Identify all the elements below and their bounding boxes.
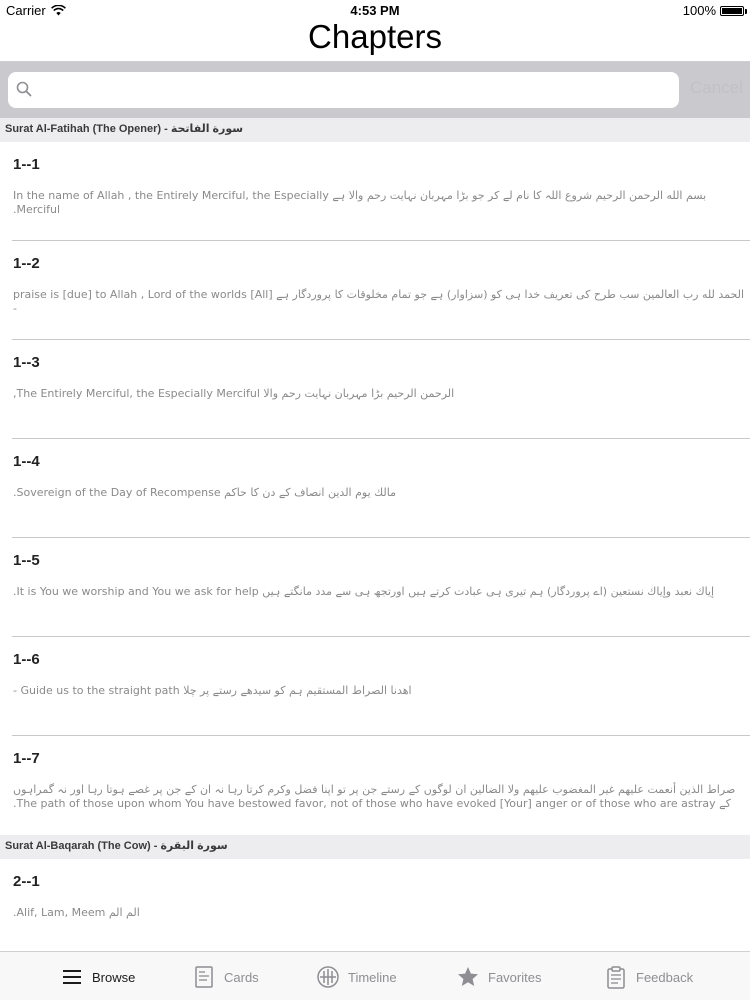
verse-row[interactable]	[12, 538, 750, 637]
tab-bar	[0, 951, 750, 1000]
timeline-icon	[316, 965, 340, 989]
verse-number: 1--5	[13, 552, 40, 569]
verse-number: 1--3	[13, 354, 40, 371]
tab-label: Feedback	[636, 969, 694, 985]
verse-text: مالك يوم الدين انصاف کے دن کا حاکم Sovereign of the Day of Recompense.	[13, 486, 397, 499]
search-icon	[16, 81, 32, 97]
verse-text: إياك نعبد وإياك نستعين (اے پروردگار) ہم تیری ہی عبادت کرتے ہیں اورتجھ ہی سے مدد مانگتے ہیں It is You we worship and You we ask for help.	[13, 585, 715, 598]
verse-row[interactable]	[12, 637, 750, 736]
verse-number: 1--7	[13, 750, 40, 767]
tab-label: Timeline	[348, 969, 397, 985]
verse-text: الحمد لله رب العالمين سب طرح کی تعریف خدا ہی کو (سزاوار) ہے جو تمام مخلوقات کا پروردگار ہے [All] praise is [due] to Allah , Lord of the worlds -	[13, 288, 745, 315]
verse-text: الرحمن الرحيم بڑا مہربان نہایت رحم والا The Entirely Merciful, the Especially Merciful,	[13, 387, 455, 400]
verse-number: 1--1	[13, 156, 40, 173]
page-title: Chapters	[308, 18, 442, 55]
verse-row[interactable]	[12, 340, 750, 439]
clipboard-icon	[604, 965, 628, 989]
cards-icon	[192, 965, 216, 989]
tab-label: Favorites	[488, 969, 542, 985]
section-header: Surat Al-Baqarah (The Cow) - سورة البقرة	[0, 835, 750, 859]
status-right	[683, 3, 744, 18]
carrier-label: Carrier	[6, 3, 46, 18]
battery-cap	[745, 9, 747, 14]
verse-number: 1--4	[13, 453, 40, 470]
cancel-button[interactable]: Cancel	[690, 78, 743, 97]
tab-favorites[interactable]	[456, 964, 541, 990]
section-header: Surat Al-Fatihah (The Opener) - سورة الفاتحة	[0, 118, 750, 142]
tab-timeline[interactable]	[316, 964, 397, 990]
verse-number: 1--2	[13, 255, 40, 272]
battery-fill	[722, 8, 742, 14]
verse-number: 2--1	[13, 873, 40, 890]
tab-label: Cards	[224, 969, 259, 985]
section-rows	[0, 142, 750, 835]
chapter-list[interactable]	[0, 118, 750, 951]
verse-text: الم الم Alif, Lam, Meem.	[13, 906, 140, 919]
verse-row[interactable]	[12, 142, 750, 241]
tab-feedback[interactable]	[604, 964, 693, 990]
search-bar	[0, 62, 750, 118]
battery-percent: 100%	[682, 3, 716, 18]
tab-cards[interactable]	[192, 964, 259, 990]
verse-row[interactable]	[12, 736, 750, 835]
verse-row[interactable]	[12, 439, 750, 538]
list-icon	[60, 965, 84, 989]
verse-text: اهدنا الصراط المستقيم ہم کو سیدھے رستے پر چلا Guide us to the straight path -	[13, 684, 412, 697]
verse-row[interactable]	[12, 241, 750, 340]
verse-row[interactable]	[12, 859, 750, 951]
verse-text: بسم الله الرحمن الرحيم شروع اللہ کا نام لے کر جو بڑا مہربان نہایت رحم والا ہے In the name of Allah , the Entirely Merciful, the Especially Merciful.	[13, 189, 707, 216]
navigation-bar	[0, 20, 750, 62]
status-bar	[0, 0, 750, 20]
verse-text: صراط الذين أنعمت عليهم غير المغضوب عليهم ولا الضالين ان لوگوں کے رستے جن پر تو اپنا فضل وکرم کرتا رہا نہ ان کے جن پر غصے ہوتا رہا اور نہ گمراہوں کے The path of those upon whom You have bestowed favor, not of those who have evoked [Your] anger or of those who are astray.	[13, 783, 736, 810]
battery-icon	[720, 6, 744, 16]
tab-browse[interactable]	[60, 964, 135, 990]
status-time: 4:53 PM	[350, 3, 400, 18]
search-input[interactable]	[40, 76, 674, 106]
star-icon	[456, 965, 480, 989]
tab-label: Browse	[92, 969, 136, 985]
verse-number: 1--6	[13, 651, 40, 668]
section-rows	[0, 859, 750, 951]
search-field[interactable]	[8, 72, 679, 108]
